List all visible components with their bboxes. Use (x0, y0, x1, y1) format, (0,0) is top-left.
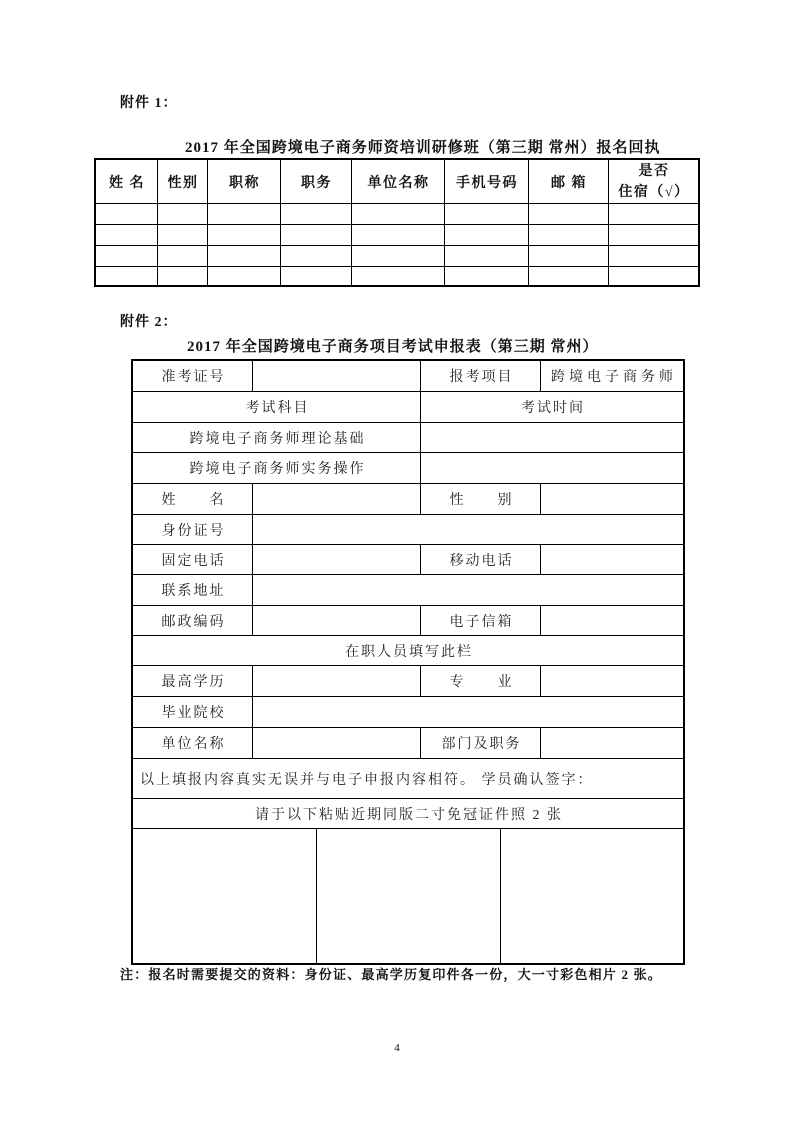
table-cell (96, 204, 157, 224)
header-position: 职务 (281, 160, 351, 203)
name-label: 姓 名 (133, 484, 252, 514)
mobile-label: 移动电话 (421, 545, 540, 574)
admission-number-field (253, 361, 420, 391)
table-cell (445, 225, 528, 245)
exam-time-header: 考试时间 (421, 392, 683, 422)
table-cell (281, 204, 351, 224)
table-cell (96, 246, 157, 266)
mobile-field (541, 545, 683, 574)
table-cell (352, 267, 444, 285)
employed-section-label: 在职人员填写此栏 (133, 636, 683, 665)
table-cell (96, 267, 157, 285)
table-cell (445, 246, 528, 266)
major-label: 专 业 (421, 666, 540, 696)
table-cell (208, 246, 280, 266)
table-cell (529, 267, 608, 285)
table-cell (158, 246, 207, 266)
postcode-field (253, 606, 420, 635)
header-employer: 单位名称 (352, 160, 444, 203)
registration-receipt-title: 2017 年全国跨境电子商务师资培训研修班（第三期 常州）报名回执 (185, 140, 661, 156)
education-field (253, 666, 420, 696)
photo-instruction: 请于以下粘贴近期同版二寸免冠证件照 2 张 (133, 799, 683, 828)
table-cell (281, 246, 351, 266)
table-cell (609, 204, 698, 224)
subject-2-time-field (421, 453, 683, 483)
header-mobile: 手机号码 (445, 160, 528, 203)
table-cell (609, 225, 698, 245)
table-cell (281, 267, 351, 285)
header-accommodation-line2: 住宿（√） (618, 184, 690, 200)
photo-box-1 (133, 829, 316, 963)
education-label: 最高学历 (133, 666, 252, 696)
id-card-label: 身份证号 (133, 515, 252, 544)
table-cell (158, 225, 207, 245)
exam-item-label: 报考项目 (421, 361, 540, 391)
table-cell (208, 204, 280, 224)
table-cell (529, 246, 608, 266)
table-cell (445, 267, 528, 285)
school-field (253, 697, 683, 727)
subject-2: 跨境电子商务师实务操作 (133, 453, 420, 483)
page-number: 4 (394, 1042, 400, 1054)
header-email: 邮 箱 (529, 160, 608, 203)
subject-1: 跨境电子商务师理论基础 (133, 423, 420, 452)
exam-application-title: 2017 年全国跨境电子商务项目考试申报表（第三期 常州） (187, 339, 599, 355)
address-field (253, 575, 683, 605)
table-cell (352, 204, 444, 224)
declaration: 以上填报内容真实无误并与电子申报内容相符。 学员确认签字： (133, 759, 683, 798)
postcode-label: 邮政编码 (133, 606, 252, 635)
employer-field (253, 728, 420, 758)
header-gender: 性别 (158, 160, 207, 203)
subject-1-time-field (421, 423, 683, 452)
landline-label: 固定电话 (133, 545, 252, 574)
table-cell (208, 225, 280, 245)
subject-header: 考试科目 (133, 392, 420, 422)
department-field (541, 728, 683, 758)
id-card-field (253, 515, 683, 544)
email-label: 电子信箱 (421, 606, 540, 635)
header-name: 姓 名 (96, 160, 157, 203)
address-label: 联系地址 (133, 575, 252, 605)
exam-item-value: 跨境电子商务师 (541, 361, 683, 391)
landline-field (253, 545, 420, 574)
major-field (541, 666, 683, 696)
header-accommodation (609, 160, 698, 203)
exam-application-form (131, 359, 685, 965)
name-field (253, 484, 420, 514)
email-field (541, 606, 683, 635)
school-label: 毕业院校 (133, 697, 252, 727)
table-cell (352, 225, 444, 245)
table-cell (609, 267, 698, 285)
registration-receipt-table (94, 158, 700, 287)
table-cell (208, 267, 280, 285)
table-cell (609, 246, 698, 266)
table-cell (96, 225, 157, 245)
attachment-2-label: 附件 2： (120, 315, 178, 330)
gender-field (541, 484, 683, 514)
attachment-1-label: 附件 1： (120, 96, 178, 111)
table-cell (158, 267, 207, 285)
table-cell (158, 204, 207, 224)
submission-note: 注：报名时需要提交的资料：身份证、最高学历复印件各一份，大一寸彩色相片 2 张。 (120, 967, 663, 982)
department-label: 部门及职务 (421, 728, 540, 758)
employer-label: 单位名称 (133, 728, 252, 758)
photo-box-3 (501, 829, 683, 963)
table-cell (445, 204, 528, 224)
admission-number-label: 准考证号 (133, 361, 252, 391)
header-title: 职称 (208, 160, 280, 203)
photo-box-2 (317, 829, 500, 963)
gender-label: 性 别 (421, 484, 540, 514)
header-accommodation-line1: 是否 (638, 163, 670, 179)
table-cell (352, 246, 444, 266)
table-cell (281, 225, 351, 245)
table-cell (529, 204, 608, 224)
table-cell (529, 225, 608, 245)
